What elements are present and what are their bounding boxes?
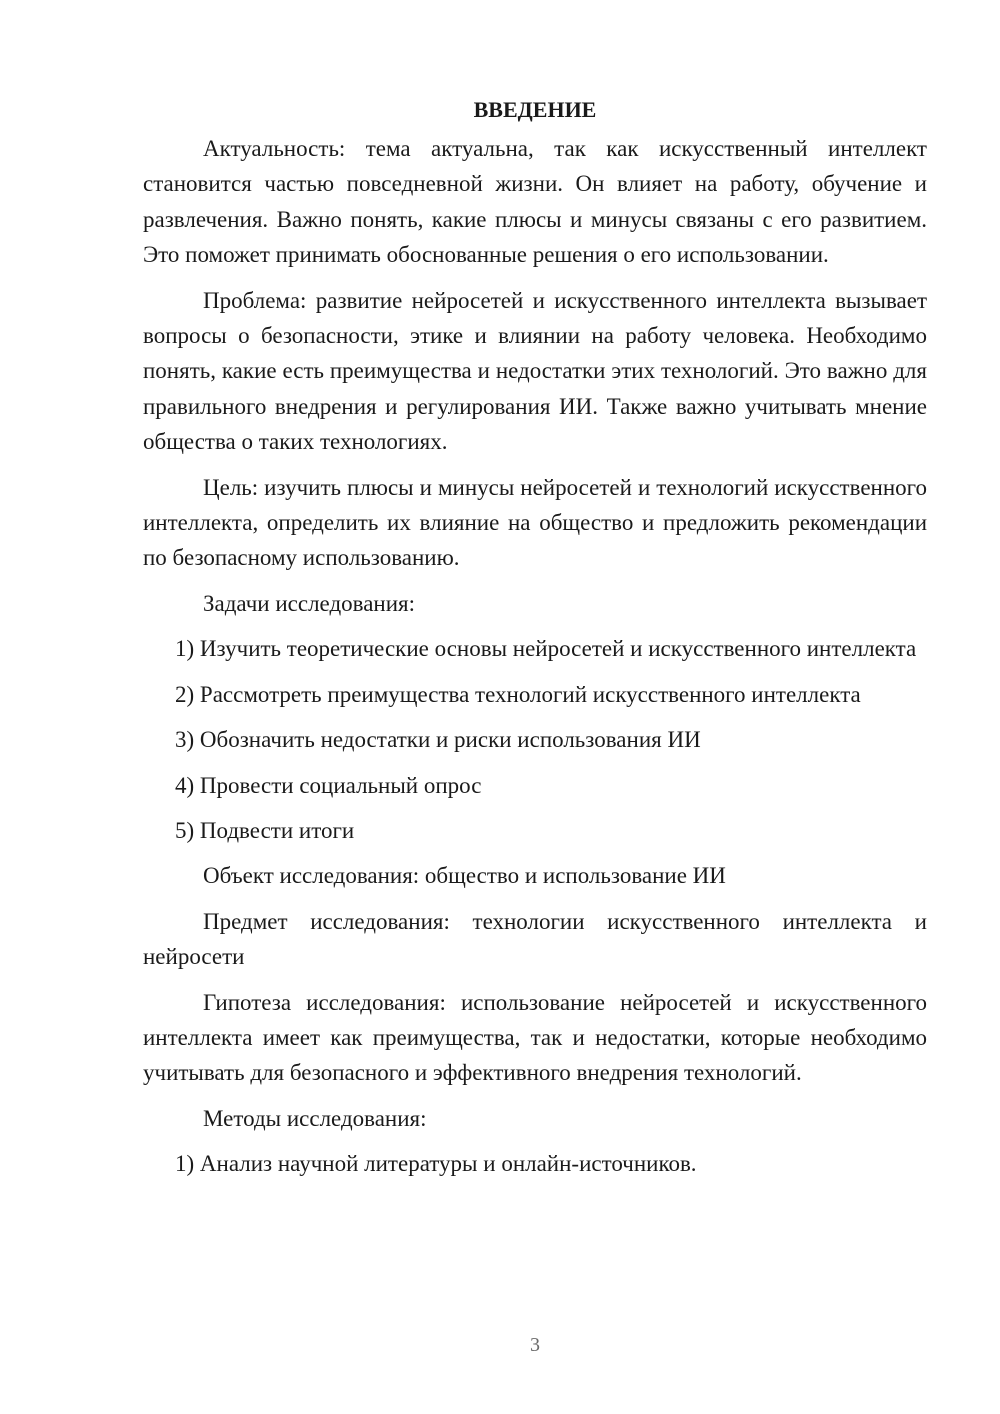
tasks-heading: Задачи исследования:: [203, 590, 416, 616]
task-item: 3) Обозначить недостатки и риски использования ИИ: [175, 727, 701, 753]
page-content: [143, 92, 927, 1192]
methods-heading: Методы исследования:: [203, 1105, 427, 1131]
page-number: 3: [530, 1334, 540, 1356]
task-item: 1) Изучить теоретические основы нейросетей и искусственного интеллекта: [175, 636, 917, 662]
subject-paragraph: Предмет исследования: технологии искусственного интеллекта и нейросети: [143, 908, 927, 970]
object-paragraph: Объект исследования: общество и использование ИИ: [203, 863, 726, 889]
method-item: 1) Анализ научной литературы и онлайн-источников.: [175, 1151, 697, 1177]
task-item: 4) Провести социальный опрос: [175, 772, 482, 798]
section-title: ВВЕДЕНИЕ: [473, 97, 597, 122]
task-item: 5) Подвести итоги: [175, 817, 355, 843]
task-item: 2) Рассмотреть преимущества технологий искусственного интеллекта: [175, 681, 861, 707]
problem-paragraph: Проблема: развитие нейросетей и искусственного интеллекта вызывает вопросы о безопасности, этике и влиянии на работу человека. Необходимо понять, какие есть преимущества и недостатки этих технологий. Это важно для правильного внедрения и регулирования ИИ. Также важно учитывать мнение общества о таких технологиях.: [143, 287, 927, 455]
relevance-paragraph: Актуальность: тема актуальна, так как искусственный интеллект становится частью повседневной жизни. Он влияет на работу, обучение и развлечения. Важно понять, какие плюсы и минусы связаны с его развитием. Это поможет принимать обоснованные решения о его использовании.: [143, 136, 927, 268]
hypothesis-paragraph: Гипотеза исследования: использование нейросетей и искусственного интеллекта имеет как преимущества, так и недостатки, которые необходимо учитывать для безопасного и эффективного внедрения технологий.: [143, 989, 927, 1086]
goal-paragraph: Цель: изучить плюсы и минусы нейросетей и технологий искусственного интеллекта, определить их влияние на общество и предложить рекомендации по безопасному использованию.: [143, 474, 927, 571]
